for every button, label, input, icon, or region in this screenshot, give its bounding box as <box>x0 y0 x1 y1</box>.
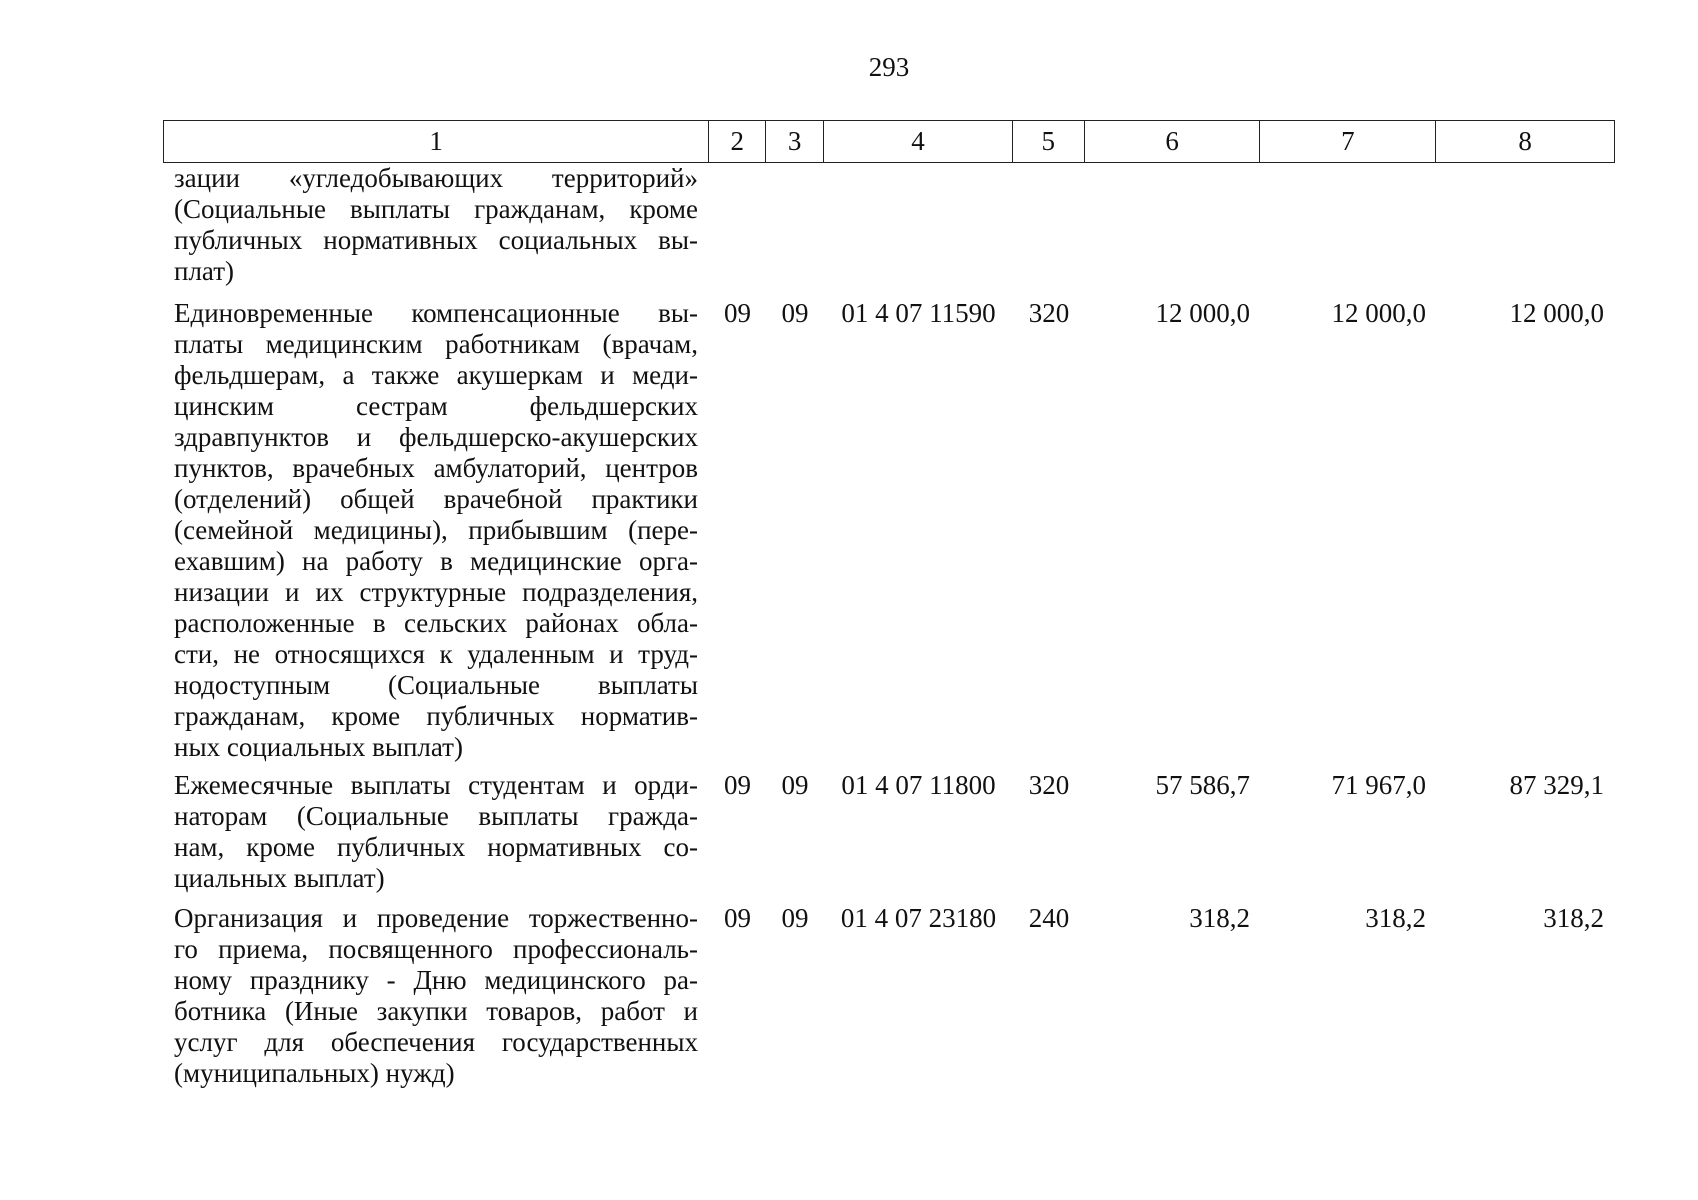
subsection-code: 09 <box>781 903 809 933</box>
column-header-4: 4 <box>824 121 1013 162</box>
description-line: ному празднику - Дню медицинского ра- <box>174 965 698 995</box>
subsection-code <box>766 163 824 287</box>
column-header-3: 3 <box>766 121 824 162</box>
row-description <box>163 298 709 763</box>
row-description <box>163 903 709 1089</box>
column-header-7: 7 <box>1260 121 1436 162</box>
section-code <box>709 163 766 287</box>
description-line: Ежемесячные выплаты студентам и орди- <box>174 770 698 800</box>
amount-col-6: 12 000,0 <box>1155 298 1250 328</box>
description-line: (Социальные выплаты гражданам, кроме <box>174 194 698 224</box>
expense-type-code: 240 <box>1028 903 1070 933</box>
amount-col-8 <box>1437 163 1615 287</box>
description-line: пунктов, врачебных амбулаторий, центров <box>174 453 698 483</box>
target-article-code: 01 4 07 11800 <box>841 770 996 800</box>
target-article-code: 01 4 07 23180 <box>840 903 997 933</box>
description-line: ных социальных выплат) <box>174 732 463 762</box>
section-code: 09 <box>724 298 751 328</box>
description-line: расположенные в сельских районах обла- <box>174 608 698 638</box>
amount-col-7 <box>1261 163 1437 287</box>
description-line: ботника (Иные закупки товаров, работ и <box>174 996 698 1026</box>
description-line: зации «угледобывающих территорий» <box>174 163 698 193</box>
amount-col-7: 318,2 <box>1365 903 1426 933</box>
description-line: платы медицинским работникам (врачам, <box>174 329 698 359</box>
amount-col-8: 318,2 <box>1543 903 1604 933</box>
amount-col-8: 12 000,0 <box>1509 298 1604 328</box>
description-line: гражданам, кроме публичных норматив- <box>174 701 698 731</box>
amount-col-6 <box>1085 163 1261 287</box>
column-header-1: 1 <box>164 121 709 162</box>
description-line: наторам (Социальные выплаты гражда- <box>174 801 698 831</box>
subsection-code: 09 <box>781 770 809 800</box>
column-header-6: 6 <box>1085 121 1261 162</box>
description-line: ехавшим) на работу в медицинские орга- <box>174 546 698 576</box>
description-line: циальных выплат) <box>174 863 385 893</box>
amount-col-7: 71 967,0 <box>1331 770 1426 800</box>
row-description <box>163 163 709 287</box>
table-row <box>163 903 1615 1089</box>
description-line: (семейной медицины), прибывшим (пере- <box>174 515 698 545</box>
section-code: 09 <box>724 770 751 800</box>
table-body <box>163 163 1615 1089</box>
description-line: (муниципальных) нужд) <box>174 1058 455 1088</box>
table-row <box>163 770 1615 894</box>
column-header-5: 5 <box>1013 121 1085 162</box>
description-line: Организация и проведение торжественно- <box>174 903 698 933</box>
expense-type-code: 320 <box>1028 298 1070 328</box>
amount-col-6: 318,2 <box>1189 903 1250 933</box>
table-header-row <box>163 120 1615 163</box>
description-line: низации и их структурные подразделения, <box>174 577 698 607</box>
description-line: сти, не относящихся к удаленным и труд- <box>174 639 698 669</box>
column-header-8: 8 <box>1518 126 1532 156</box>
table-row <box>163 163 1615 287</box>
description-line: (отделений) общей врачебной практики <box>174 484 698 514</box>
description-line: го приема, посвященного профессиональ- <box>174 934 698 964</box>
row-description <box>163 770 709 894</box>
description-line: цинским сестрам фельдшерских <box>174 391 698 421</box>
column-header-2: 2 <box>709 121 766 162</box>
expense-type-code <box>1013 163 1085 287</box>
target-article-code: 01 4 07 11590 <box>841 298 996 328</box>
page-number: 293 <box>868 52 910 82</box>
description-line: публичных нормативных социальных вы- <box>174 225 698 255</box>
target-article-code <box>824 163 1013 287</box>
description-line: здравпунктов и фельдшерско-акушерских <box>174 422 698 452</box>
section-code: 09 <box>724 903 751 933</box>
description-line: плат) <box>174 256 234 286</box>
expense-type-code: 320 <box>1028 770 1070 800</box>
amount-col-6: 57 586,7 <box>1155 770 1250 800</box>
table-row <box>163 298 1615 763</box>
amount-col-8: 87 329,1 <box>1509 770 1604 800</box>
subsection-code: 09 <box>781 298 809 328</box>
description-line: фельдшерам, а также акушеркам и меди- <box>174 360 698 390</box>
description-line: Единовременные компенсационные вы- <box>174 298 698 328</box>
description-line: услуг для обеспечения государственных <box>174 1027 698 1057</box>
amount-col-7: 12 000,0 <box>1331 298 1426 328</box>
description-line: нодоступным (Социальные выплаты <box>174 670 698 700</box>
description-line: нам, кроме публичных нормативных со- <box>174 832 698 862</box>
